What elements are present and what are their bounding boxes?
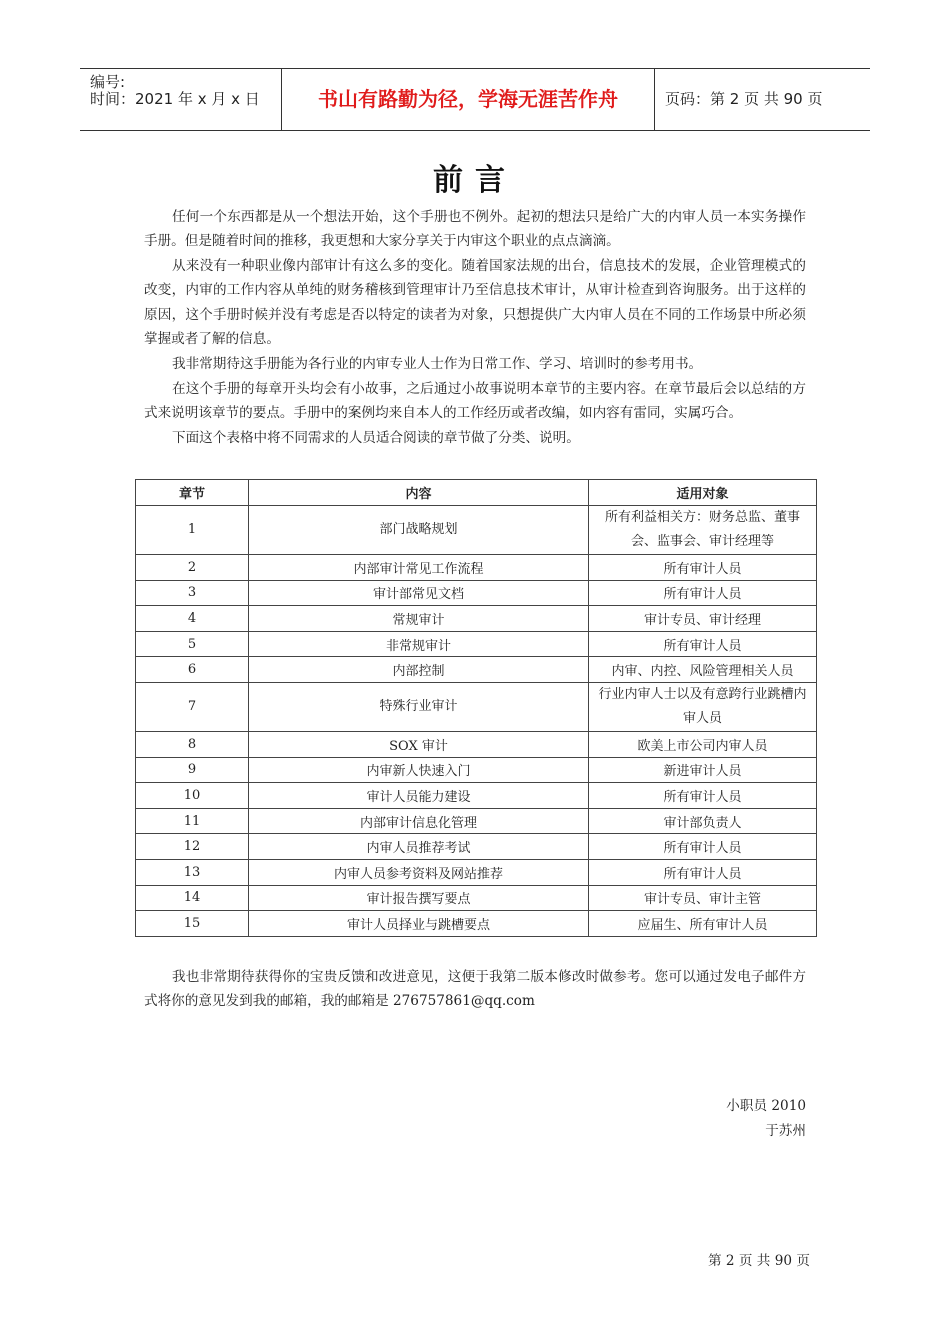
chapter-audience: 所有审计人员 xyxy=(589,555,817,581)
number-label: 编号: xyxy=(90,73,126,91)
intro-paragraph: 我非常期待这手册能为各行业的内审专业人士作为日常工作、学习、培训时的参考用书。 xyxy=(172,356,703,372)
chapter-number: 1 xyxy=(136,506,249,555)
header-motto: 书山有路勤为径，学海无涯苦作舟 xyxy=(318,87,618,111)
table-row xyxy=(136,506,817,555)
chapter-audience: 所有审计人员 xyxy=(589,580,817,606)
chapter-audience: 审计专员、审计经理 xyxy=(589,606,817,632)
table-row xyxy=(136,859,817,885)
chapter-audience: 所有利益相关方：财务总监、董事会、监事会、审计经理等 xyxy=(589,506,817,555)
table-row xyxy=(136,606,817,632)
chapter-number: 3 xyxy=(136,580,249,606)
table-header-row xyxy=(136,480,817,506)
table-row xyxy=(136,682,817,731)
signature-place: 于苏州 xyxy=(765,1123,806,1139)
chapter-audience: 内审、内控、风险管理相关人员 xyxy=(589,657,817,683)
chapter-content: 常规审计 xyxy=(249,606,589,632)
table-row xyxy=(136,911,817,937)
chapter-content: 内审新人快速入门 xyxy=(249,757,589,783)
chapter-content: 特殊行业审计 xyxy=(249,682,589,731)
table-row xyxy=(136,783,817,809)
intro-paragraph: 在这个手册的每章开头均会有小故事，之后通过小故事说明本章节的主要内容。在章节最后会以总结的方式来说明该章节的要点。手册中的案例均来自本人的工作经历或者改编，如内容有雷同，实属巧合。 xyxy=(144,381,806,422)
chapter-audience: 所有审计人员 xyxy=(589,631,817,657)
chapter-number: 5 xyxy=(136,631,249,657)
chapter-number: 6 xyxy=(136,657,249,683)
chapter-audience: 审计专员、审计主管 xyxy=(589,885,817,911)
header-page-label: 页码：第 2 页 共 90 页 xyxy=(665,90,823,108)
chapter-number: 13 xyxy=(136,859,249,885)
chapter-audience: 欧美上市公司内审人员 xyxy=(589,731,817,757)
table-row xyxy=(136,885,817,911)
chapter-content: 内部控制 xyxy=(249,657,589,683)
chapter-content: 内部审计常见工作流程 xyxy=(249,555,589,581)
chapter-number: 15 xyxy=(136,911,249,937)
table-row xyxy=(136,555,817,581)
chapter-number: 12 xyxy=(136,834,249,860)
column-header-chapter: 章节 xyxy=(136,480,249,506)
chapter-number: 14 xyxy=(136,885,249,911)
chapter-number: 7 xyxy=(136,682,249,731)
page-title: 前言 xyxy=(433,163,517,198)
header-meta xyxy=(80,69,281,130)
chapter-content: 部门战略规划 xyxy=(249,506,589,555)
chapter-audience: 审计部负责人 xyxy=(589,808,817,834)
chapter-content: 非常规审计 xyxy=(249,631,589,657)
table-row xyxy=(136,808,817,834)
table-row xyxy=(136,757,817,783)
chapter-number: 4 xyxy=(136,606,249,632)
chapter-content: 内审人员参考资料及网站推荐 xyxy=(249,859,589,885)
chapter-number: 9 xyxy=(136,757,249,783)
closing-paragraph: 我也非常期待获得你的宝贵反馈和改进意见，这便于我第二版本修改时做参考。您可以通过发电子邮件方式将你的意见发到我的邮箱，我的邮箱是 276757861@qq.com xyxy=(144,969,806,1010)
intro-paragraph: 从来没有一种职业像内部审计有这么多的变化。随着国家法规的出台，信息技术的发展，企业管理模式的改变，内审的工作内容从单纯的财务稽核到管理审计乃至信息技术审计，从审计检查到咨询服务。出于这样的原因，这个手册时候并没有考虑是否以特定的读者为对象，只想提供广大内审人员在不同的工作场景中所必须掌握或者了解的信息。 xyxy=(144,258,806,348)
intro-paragraph: 任何一个东西都是从一个想法开始，这个手册也不例外。起初的想法只是给广大的内审人员一本实务操作手册。但是随着时间的推移，我更想和大家分享关于内审这个职业的点点滴滴。 xyxy=(144,209,806,250)
table-row xyxy=(136,731,817,757)
chapter-audience: 行业内审人士以及有意跨行业跳槽内审人员 xyxy=(589,682,817,731)
chapter-content: 内部审计信息化管理 xyxy=(249,808,589,834)
signature-name: 小职员 2010 xyxy=(726,1098,806,1114)
table-row xyxy=(136,834,817,860)
chapter-content: 审计部常见文档 xyxy=(249,580,589,606)
table-row xyxy=(136,580,817,606)
chapter-audience: 应届生、所有审计人员 xyxy=(589,911,817,937)
chapter-content: SOX 审计 xyxy=(249,731,589,757)
table-row xyxy=(136,631,817,657)
chapter-number: 11 xyxy=(136,808,249,834)
chapter-content: 审计人员能力建设 xyxy=(249,783,589,809)
chapter-audience: 新进审计人员 xyxy=(589,757,817,783)
chapter-table xyxy=(135,479,817,937)
header-divider xyxy=(654,69,655,130)
column-header-audience: 适用对象 xyxy=(589,480,817,506)
chapter-audience: 所有审计人员 xyxy=(589,783,817,809)
page-header xyxy=(80,68,870,131)
page-footer: 第 2 页 共 90 页 xyxy=(708,1253,810,1269)
table-row xyxy=(136,657,817,683)
chapter-number: 8 xyxy=(136,731,249,757)
chapter-audience: 所有审计人员 xyxy=(589,859,817,885)
chapter-number: 10 xyxy=(136,783,249,809)
chapter-audience: 所有审计人员 xyxy=(589,834,817,860)
time-label: 时间：2021 年 x 月 x 日 xyxy=(90,90,260,108)
column-header-content: 内容 xyxy=(249,480,589,506)
chapter-number: 2 xyxy=(136,555,249,581)
chapter-content: 审计人员择业与跳槽要点 xyxy=(249,911,589,937)
chapter-content: 内审人员推荐考试 xyxy=(249,834,589,860)
chapter-content: 审计报告撰写要点 xyxy=(249,885,589,911)
intro-paragraph: 下面这个表格中将不同需求的人员适合阅读的章节做了分类、说明。 xyxy=(172,430,580,446)
